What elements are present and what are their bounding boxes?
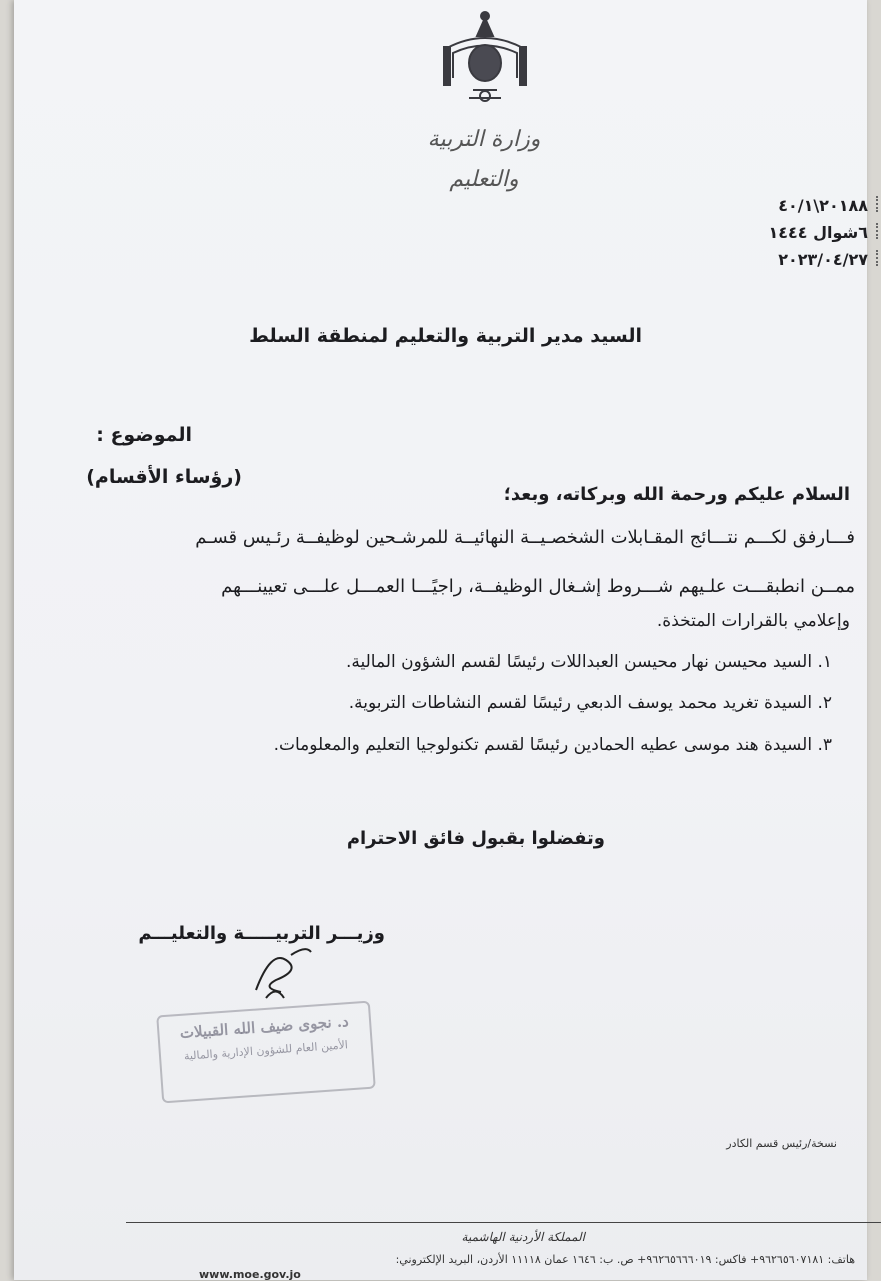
footer-divider [126, 1222, 881, 1223]
closing-line: وتفضلوا بقبول فائق الاحترام [346, 828, 605, 849]
body-line-1: فـــارفق لكـــم نتـــائج المقـابلات الشخصـيــة النهائيــة للمرشـحين لوظيفــة رئـيس قسـم [195, 527, 855, 548]
footer-contact: هاتف: ٩٦٢٦٥٦٠٧١٨١+ فاكس: ٩٦٢٦٥٦٦٦٠١٩+ ص. ب: ١٦٤٦ عمان ١١١١٨ الأردن، البريد الإلكتروني: [395, 1253, 855, 1266]
hijri-date: ٦شوال ١٤٤٤ [714, 219, 874, 246]
gregorian-date: ٢٠٢٣/٠٤/٢٧ [714, 246, 874, 273]
list-item: ٢. السيدة تغريد محمد يوسف الدبعي رئيسًا لقسم النشاطات التربوية. [348, 693, 832, 713]
reference-number: ٢٠١٨٨\٤٠/١ [714, 192, 874, 219]
list-item: ١. السيد محيسن نهار محيسن العبداللات رئيسًا لقسم الشؤون المالية. [345, 652, 832, 672]
footer-website[interactable]: www.moe.gov.jo [199, 1268, 301, 1281]
jordan-royal-crest-icon [439, 8, 531, 106]
stamp-name: د. نجوى ضيف الله القبيلات [179, 1012, 350, 1042]
subject-value: (رؤساء الأقسام) [86, 466, 242, 488]
signatory-title: وزيـــر التربيـــــة والتعليـــم [138, 923, 385, 944]
body-line-2: ممــن انطبقـــت علـيهم شـــروط إشـغال الوظيفــة، راجيًـــا العمـــل علـــى تعيينـــهم [221, 576, 855, 597]
stamp-role: الأمين العام للشؤون الإدارية والمالية [183, 1038, 349, 1063]
addressee: السيد مدير التربية والتعليم لمنطقة السلط [249, 325, 642, 347]
body-line-3: وإعلامي بالقرارات المتخذة. [656, 611, 850, 631]
greeting: السلام عليكم ورحمة الله وبركاته، وبعد؛ [503, 484, 850, 505]
ministry-logo-text: وزارة التربية والتعليم [427, 127, 541, 192]
list-item: ٣. السيدة هند موسى عطيه الحمادين رئيسًا لقسم تكنولوجيا التعليم والمعلومات. [273, 735, 832, 755]
subject-label: الموضوع : [96, 424, 192, 446]
official-stamp [156, 1001, 376, 1104]
signature-icon [246, 940, 316, 1002]
copy-to: نسخة/رئيس قسم الكادر [726, 1137, 837, 1150]
footer-org: المملكة الأردنية الهاشمية [461, 1230, 585, 1244]
reference-block [714, 192, 874, 273]
letter-page [14, 0, 867, 1280]
